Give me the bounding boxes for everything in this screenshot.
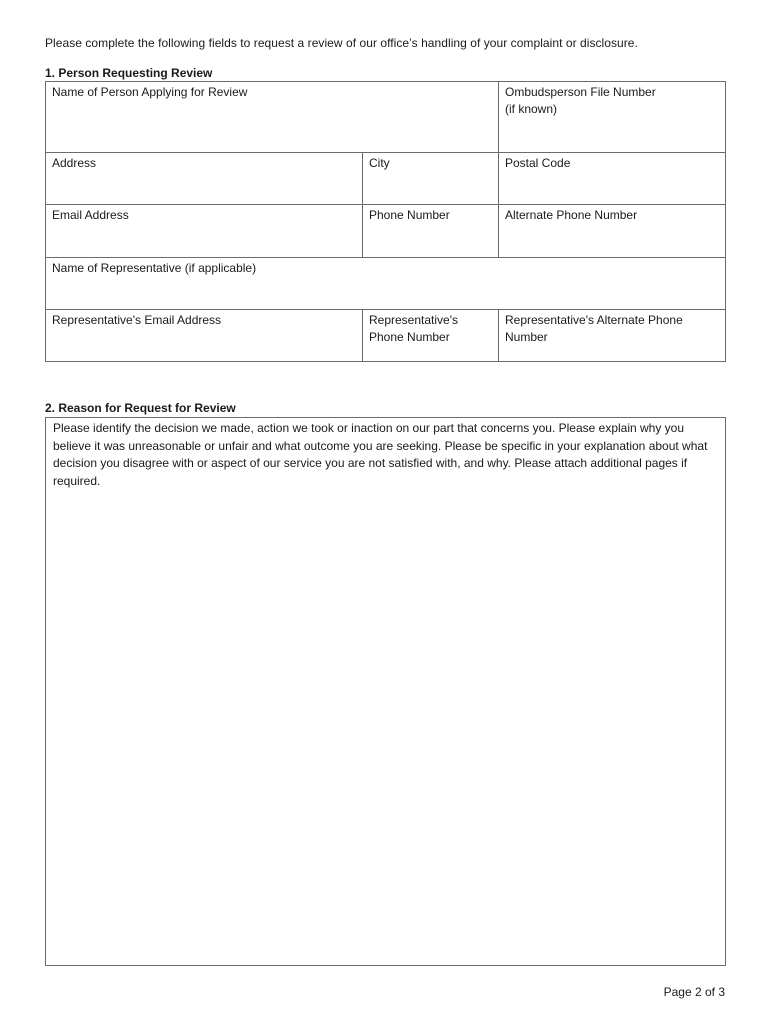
rep-alt-phone-field[interactable]: [498, 309, 726, 362]
rep-phone-field[interactable]: [362, 309, 499, 362]
section-1-heading: 1. Person Requesting Review: [45, 66, 213, 80]
address-field[interactable]: [45, 152, 363, 205]
representative-field-label: Name of Representative (if applicable): [52, 261, 257, 275]
city-field-label: City: [369, 156, 390, 170]
rep-email-field[interactable]: [45, 309, 363, 362]
rep-email-field-label: Representative's Email Address: [52, 313, 222, 327]
postal-code-field-label: Postal Code: [505, 156, 571, 170]
intro-text: Please complete the following fields to request a review of our office’s handling of your complaint or disclosure.: [45, 36, 638, 50]
email-field-label: Email Address: [52, 208, 129, 222]
representative-field[interactable]: [45, 257, 726, 310]
page-number: Page 2 of 3: [663, 985, 725, 999]
name-field[interactable]: [45, 81, 499, 153]
phone-field[interactable]: [362, 204, 499, 258]
alt-phone-field-label: Alternate Phone Number: [505, 208, 638, 222]
rep-phone-field-label: Representative's Phone Number: [369, 313, 459, 344]
reason-instructions: Please identify the decision we made, action we took or inaction on our part that concerns you. Please explain why you believe it was unreasonable or unfair and what outcome you are seeking. Please be specific in your explanation about what decision you disagree with or aspect of our service you are not satisfied with, and why. Please attach additional pages if required.: [53, 421, 708, 488]
name-field-label: Name of Person Applying for Review: [52, 85, 248, 99]
phone-field-label: Phone Number: [369, 208, 450, 222]
file-number-field-label: Ombudsperson File Number (if known): [505, 85, 656, 116]
city-field[interactable]: [362, 152, 499, 205]
rep-alt-phone-field-label: Representative's Alternate Phone Number: [505, 313, 683, 344]
reason-textarea[interactable]: [45, 417, 726, 966]
email-field[interactable]: [45, 204, 363, 258]
section-2-heading: 2. Reason for Request for Review: [45, 401, 236, 415]
alt-phone-field[interactable]: [498, 204, 726, 258]
file-number-field[interactable]: [498, 81, 726, 153]
address-field-label: Address: [52, 156, 97, 170]
postal-code-field[interactable]: [498, 152, 726, 205]
